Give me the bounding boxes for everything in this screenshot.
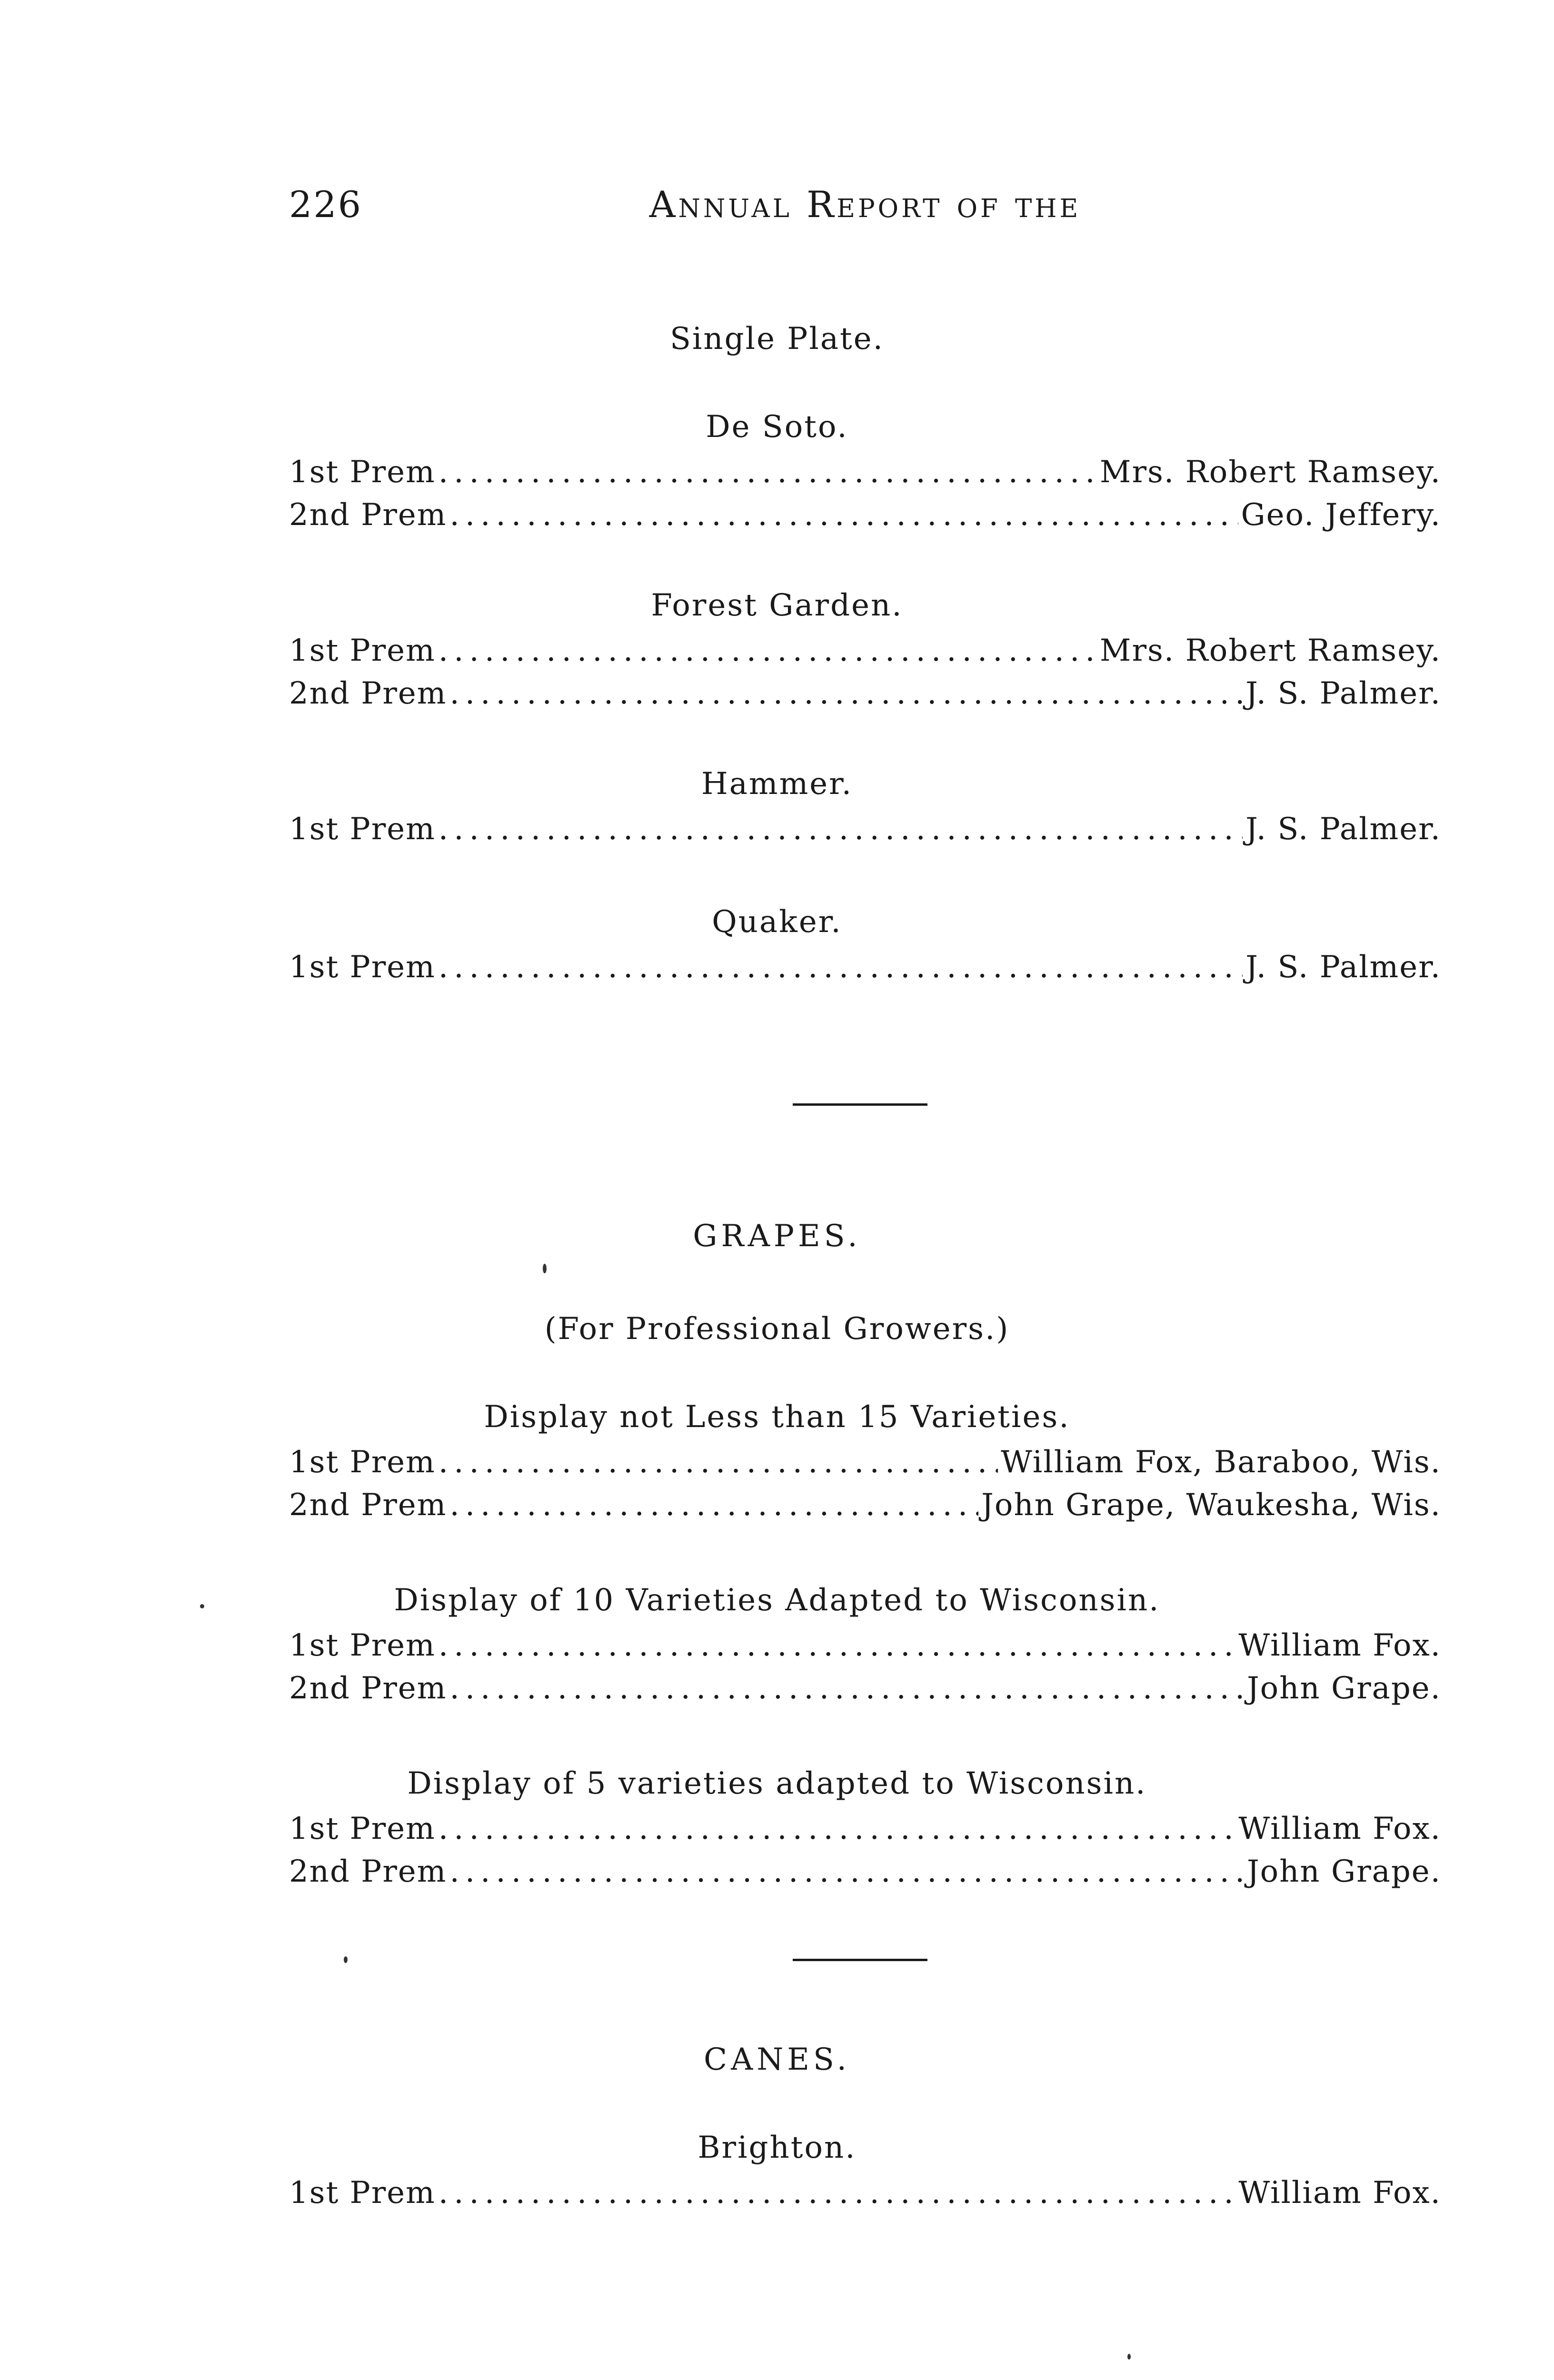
premium-label: 1st Prem bbox=[289, 950, 436, 985]
dot-leader bbox=[438, 2175, 1236, 2211]
variety-heading-de-soto: De Soto. bbox=[706, 409, 848, 445]
ink-speck bbox=[200, 1604, 204, 1608]
premium-winner: Mrs. Robert Ramsey. bbox=[1099, 633, 1441, 668]
premium-row bbox=[289, 2175, 1441, 2216]
premium-row bbox=[289, 1671, 1441, 1712]
premium-label: 2nd Prem bbox=[289, 1671, 447, 1706]
premium-row bbox=[289, 633, 1441, 674]
dot-leader bbox=[438, 1628, 1236, 1663]
premium-label: 1st Prem bbox=[289, 1811, 436, 1846]
dot-leader bbox=[449, 1854, 1244, 1889]
dot-leader bbox=[449, 1671, 1244, 1706]
premium-winner: John Grape. bbox=[1246, 1854, 1441, 1889]
premium-winner: J. S. Palmer. bbox=[1245, 950, 1441, 985]
ink-speck bbox=[344, 1956, 348, 1963]
premium-winner: Geo. Jeffery. bbox=[1241, 497, 1441, 533]
premium-winner: Mrs. Robert Ramsey. bbox=[1099, 455, 1441, 490]
running-head: Annual Report of the bbox=[649, 183, 1081, 226]
class-heading: Display of 5 varieties adapted to Wisconsin. bbox=[407, 1766, 1147, 1801]
premium-row bbox=[289, 1811, 1441, 1852]
premium-label: 2nd Prem bbox=[289, 497, 447, 533]
premium-label: 1st Prem bbox=[289, 812, 436, 847]
premium-winner: John Grape, Waukesha, Wis. bbox=[981, 1488, 1441, 1523]
dot-leader bbox=[449, 1488, 978, 1523]
premium-label: 1st Prem bbox=[289, 1445, 436, 1480]
dot-leader bbox=[438, 1445, 998, 1480]
dot-leader bbox=[438, 1811, 1236, 1846]
premium-winner: William Fox. bbox=[1238, 2175, 1441, 2211]
page-header bbox=[289, 183, 1441, 236]
premium-winner: William Fox. bbox=[1238, 1811, 1441, 1846]
variety-heading-brighton: Brighton. bbox=[697, 2130, 857, 2165]
section-subtitle-professional-growers: (For Professional Growers.) bbox=[544, 1311, 1010, 1347]
premium-label: 1st Prem bbox=[289, 1628, 436, 1663]
premium-winner: J. S. Palmer. bbox=[1245, 812, 1441, 847]
premium-row bbox=[289, 1488, 1441, 1528]
dot-leader bbox=[438, 950, 1243, 985]
ink-speck bbox=[1127, 2354, 1131, 2360]
section-title-grapes: GRAPES. bbox=[693, 1219, 861, 1254]
section-divider bbox=[793, 1959, 927, 1961]
premium-label: 2nd Prem bbox=[289, 676, 447, 711]
premium-winner: J. S. Palmer. bbox=[1245, 676, 1441, 711]
premium-row bbox=[289, 1854, 1441, 1895]
premium-row bbox=[289, 455, 1441, 496]
variety-heading-quaker: Quaker. bbox=[712, 904, 842, 940]
ink-speck bbox=[543, 1264, 547, 1273]
premium-label: 2nd Prem bbox=[289, 1488, 447, 1523]
premium-label: 1st Prem bbox=[289, 2175, 436, 2211]
dot-leader bbox=[438, 455, 1097, 490]
premium-label: 1st Prem bbox=[289, 455, 436, 490]
class-heading: Display not Less than 15 Varieties. bbox=[484, 1399, 1070, 1435]
section-title-single-plate: Single Plate. bbox=[670, 321, 884, 357]
premium-winner: William Fox. bbox=[1238, 1628, 1441, 1663]
premium-row bbox=[289, 497, 1441, 538]
premium-row bbox=[289, 812, 1441, 853]
premium-row bbox=[289, 950, 1441, 991]
premium-row bbox=[289, 1445, 1441, 1486]
premium-row bbox=[289, 1628, 1441, 1669]
section-divider bbox=[793, 1103, 927, 1106]
premium-winner: John Grape. bbox=[1246, 1671, 1441, 1706]
premium-label: 1st Prem bbox=[289, 633, 436, 668]
premium-label: 2nd Prem bbox=[289, 1854, 447, 1889]
class-heading: Display of 10 Varieties Adapted to Wisconsin. bbox=[394, 1583, 1160, 1618]
dot-leader bbox=[449, 676, 1243, 711]
dot-leader bbox=[449, 497, 1238, 533]
premium-row bbox=[289, 676, 1441, 717]
dot-leader bbox=[438, 633, 1097, 668]
dot-leader bbox=[438, 812, 1243, 847]
variety-heading-hammer: Hammer. bbox=[701, 766, 853, 802]
page-number: 226 bbox=[289, 183, 363, 226]
variety-heading-forest-garden: Forest Garden. bbox=[651, 588, 903, 623]
section-title-canes: CANES. bbox=[704, 2042, 850, 2077]
premium-winner: William Fox, Baraboo, Wis. bbox=[1001, 1445, 1441, 1480]
